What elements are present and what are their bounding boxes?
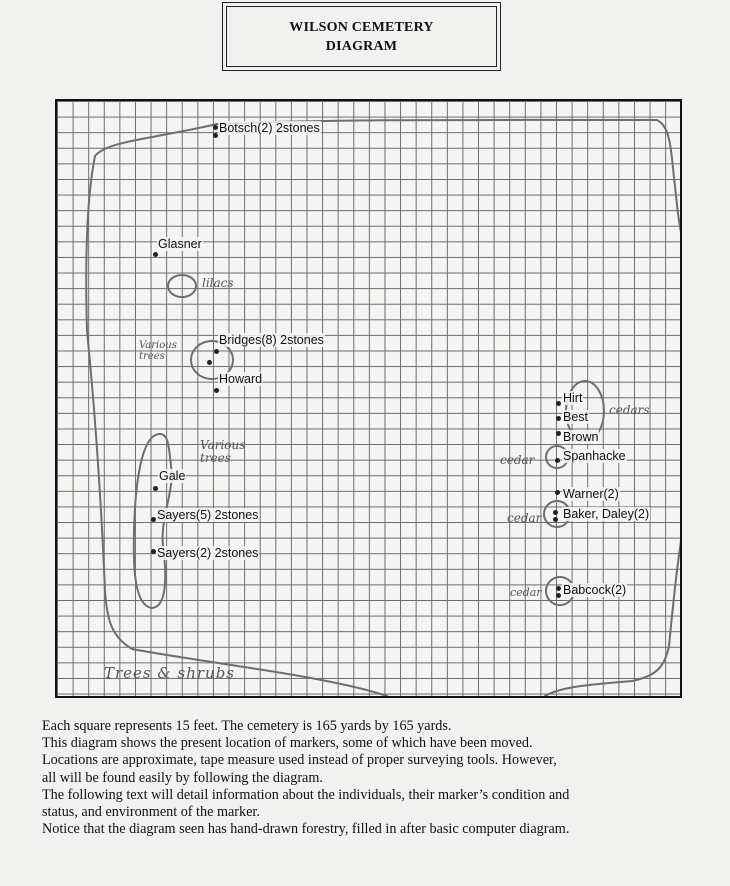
diagram-notes <box>42 718 692 838</box>
note-line: status, and environment of the marker. <box>42 804 260 821</box>
marker-label-sayers-5: Sayers(5) 2stones <box>157 508 259 522</box>
note-line: all will be found easily by following the diagram. <box>42 769 323 786</box>
marker-label-warner: Warner(2) <box>563 487 619 501</box>
marker-label-spanhacke: Spanhacke <box>563 449 626 463</box>
trees-shrubs-note: Trees & shrubs <box>104 664 236 682</box>
various-trees-note-1: Various trees <box>139 340 177 362</box>
marker-dot-babcock <box>556 586 561 591</box>
marker-dot-gale <box>153 486 158 491</box>
marker-dot-baker <box>553 510 558 515</box>
marker-label-botsch: Botsch(2) 2stones <box>219 121 320 135</box>
marker-dot-glasner <box>153 252 158 257</box>
cemetery-grid-map <box>55 99 682 698</box>
marker-dot-bridges-2 <box>207 360 212 365</box>
marker-label-babcock: Babcock(2) <box>563 583 627 597</box>
cedar-note-3: cedar <box>510 586 542 599</box>
cedars-note: cedars <box>609 403 650 417</box>
marker-label-glasner: Glasner <box>158 237 202 251</box>
marker-dot-daley <box>553 517 558 522</box>
title-line-1: WILSON CEMETERY <box>289 19 434 35</box>
marker-label-best: Best <box>563 410 589 424</box>
title-line-2: DIAGRAM <box>325 38 398 54</box>
marker-dot-best <box>556 416 561 421</box>
various-trees-note-2: Various trees <box>200 438 246 465</box>
note-line: Each square represents 15 feet. The cemetery is 165 yards by 165 yards. <box>42 718 452 734</box>
marker-dot-brown <box>556 431 561 436</box>
lilacs-circle <box>168 275 196 297</box>
title-box <box>222 2 501 71</box>
note-line: The following text will detail information about the individuals, their marker’s condition and <box>42 786 570 803</box>
marker-dot-bridges <box>214 349 219 354</box>
marker-label-howard: Howard <box>219 372 263 386</box>
marker-label-bridges: Bridges(8) 2stones <box>219 333 324 347</box>
tree-line-outer <box>86 120 680 696</box>
marker-label-gale: Gale <box>159 469 186 483</box>
marker-label-brown: Brown <box>563 430 599 444</box>
cedar-note-2: cedar <box>507 511 542 525</box>
marker-label-hirt: Hirt <box>563 391 583 405</box>
marker-dot-warner <box>555 490 560 495</box>
note-line: Locations are approximate, tape measure used instead of proper surveying tools. However, <box>42 752 557 769</box>
marker-dot-babcock-2 <box>556 593 561 598</box>
marker-dot-hirt <box>556 401 561 406</box>
marker-label-baker-daley: Baker, Daley(2) <box>563 507 650 521</box>
marker-label-sayers-2: Sayers(2) 2stones <box>157 546 259 560</box>
marker-dot-howard <box>214 388 219 393</box>
cedar-note-1: cedar <box>500 453 535 467</box>
marker-dot-spanhacke <box>555 458 560 463</box>
hand-drawn-forestry <box>57 101 680 696</box>
lilacs-note: lilacs <box>202 276 234 290</box>
note-line: Notice that the diagram seen has hand-drawn forestry, filled in after basic computer diagram. <box>42 821 570 838</box>
title-inner-frame <box>226 6 497 67</box>
note-line: This diagram shows the present location of markers, some of which have been moved. <box>42 735 533 752</box>
